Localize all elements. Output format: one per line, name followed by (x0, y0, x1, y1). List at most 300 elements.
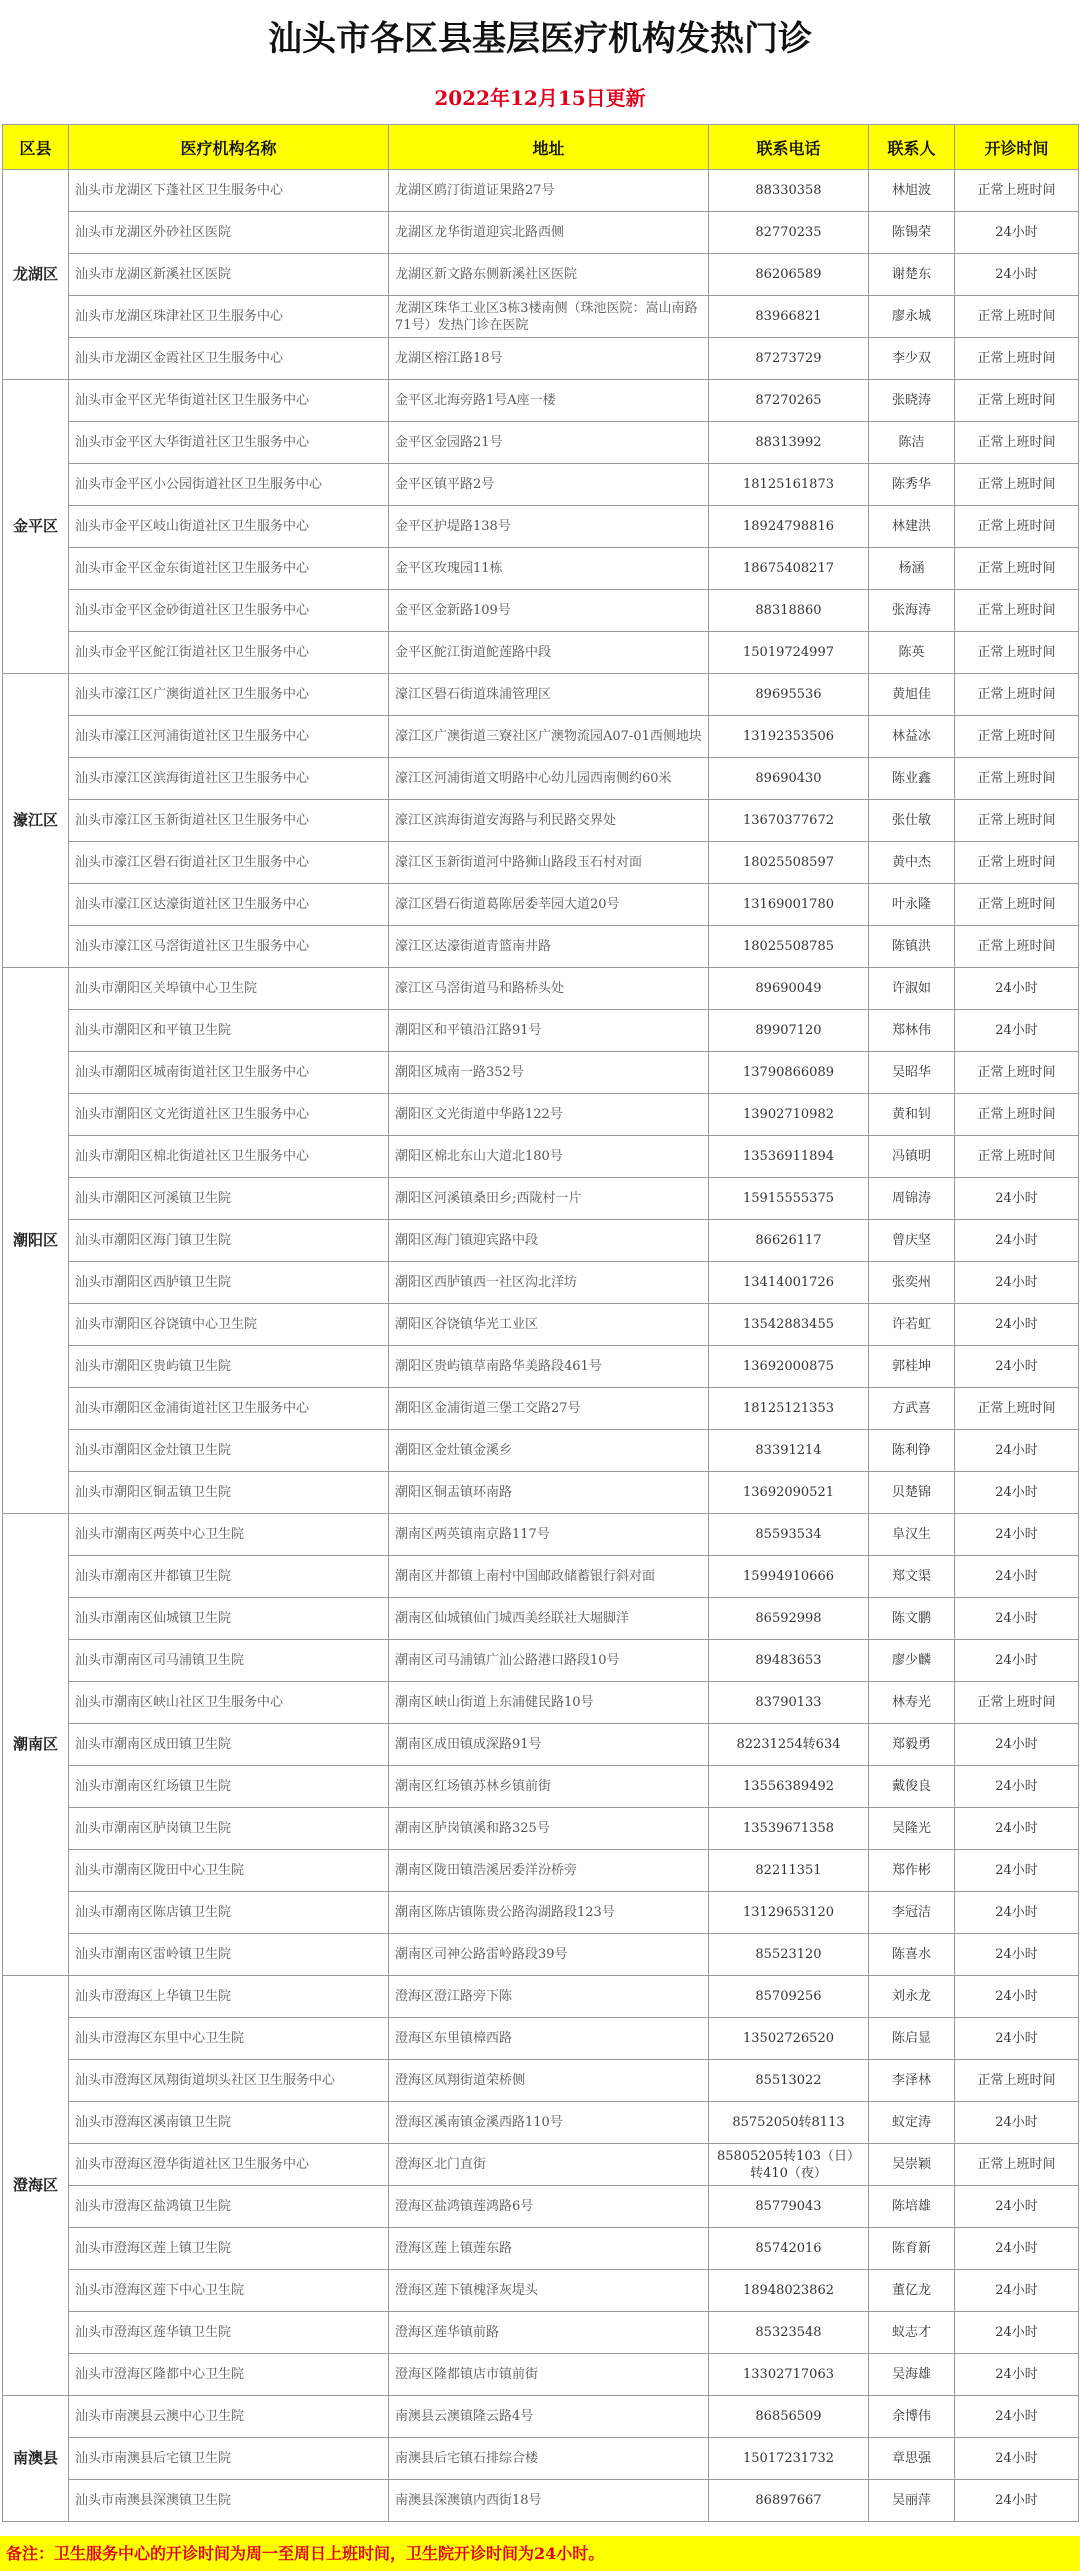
contact-phone: 13302717063 (709, 2354, 869, 2396)
institution-name: 汕头市龙湖区珠津社区卫生服务中心 (69, 296, 389, 338)
table-body (3, 170, 1079, 2522)
opening-hours: 正常上班时间 (955, 548, 1079, 590)
contact-phone: 18924798816 (709, 506, 869, 548)
contact-phone: 18125121353 (709, 1388, 869, 1430)
table-row (3, 674, 1079, 716)
header-contact: 联系人 (869, 125, 955, 170)
contact-person: 吴隆光 (869, 1808, 955, 1850)
contact-person: 郭桂坤 (869, 1346, 955, 1388)
district-cell: 南澳县 (3, 2396, 69, 2522)
contact-person: 林旭波 (869, 170, 955, 212)
table-row (3, 842, 1079, 884)
contact-phone: 85805205转103（日）转410（夜） (709, 2144, 869, 2186)
table-row (3, 2228, 1079, 2270)
table-row (3, 1304, 1079, 1346)
institution-address: 澄海区溪南镇金溪西路110号 (389, 2102, 709, 2144)
table-row (3, 758, 1079, 800)
contact-person: 陈镇洪 (869, 926, 955, 968)
contact-phone: 18675408217 (709, 548, 869, 590)
opening-hours: 正常上班时间 (955, 338, 1079, 380)
contact-phone: 86626117 (709, 1220, 869, 1262)
opening-hours: 24小时 (955, 1934, 1079, 1976)
header-phone: 联系电话 (709, 125, 869, 170)
table-row (3, 1556, 1079, 1598)
clinic-table (2, 124, 1079, 2522)
opening-hours: 24小时 (955, 2018, 1079, 2060)
contact-phone: 85593534 (709, 1514, 869, 1556)
institution-name: 汕头市濠江区广澳街道社区卫生服务中心 (69, 674, 389, 716)
table-row (3, 1472, 1079, 1514)
opening-hours: 正常上班时间 (955, 842, 1079, 884)
contact-person: 吴丽萍 (869, 2480, 955, 2522)
opening-hours: 24小时 (955, 2438, 1079, 2480)
table-row (3, 590, 1079, 632)
contact-person: 张仕敏 (869, 800, 955, 842)
contact-phone: 87270265 (709, 380, 869, 422)
contact-phone: 88330358 (709, 170, 869, 212)
table-row (3, 716, 1079, 758)
institution-name: 汕头市潮南区成田镇卫生院 (69, 1724, 389, 1766)
institution-name: 汕头市濠江区礐石街道社区卫生服务中心 (69, 842, 389, 884)
table-row (3, 338, 1079, 380)
institution-name: 汕头市龙湖区金霞社区卫生服务中心 (69, 338, 389, 380)
table-row (3, 1430, 1079, 1472)
institution-address: 金平区玫瑰园11栋 (389, 548, 709, 590)
opening-hours: 正常上班时间 (955, 800, 1079, 842)
opening-hours: 正常上班时间 (955, 380, 1079, 422)
contact-person: 廖永城 (869, 296, 955, 338)
table-row (3, 884, 1079, 926)
contact-person: 陈启显 (869, 2018, 955, 2060)
institution-name: 汕头市澄海区莲下中心卫生院 (69, 2270, 389, 2312)
opening-hours: 正常上班时间 (955, 296, 1079, 338)
opening-hours: 24小时 (955, 1976, 1079, 2018)
contact-person: 郑作彬 (869, 1850, 955, 1892)
institution-address: 潮阳区谷饶镇华光工业区 (389, 1304, 709, 1346)
institution-address: 濠江区马滘街道马和路桥头处 (389, 968, 709, 1010)
district-cell: 龙湖区 (3, 170, 69, 380)
contact-person: 谢楚东 (869, 254, 955, 296)
contact-person: 董亿龙 (869, 2270, 955, 2312)
opening-hours: 24小时 (955, 2480, 1079, 2522)
institution-address: 龙湖区龙华街道迎宾北路西侧 (389, 212, 709, 254)
contact-person: 余博伟 (869, 2396, 955, 2438)
contact-person: 张海涛 (869, 590, 955, 632)
institution-address: 潮南区司神公路雷岭路段39号 (389, 1934, 709, 1976)
table-row (3, 2102, 1079, 2144)
opening-hours: 正常上班时间 (955, 926, 1079, 968)
institution-name: 汕头市澄海区澄华街道社区卫生服务中心 (69, 2144, 389, 2186)
contact-phone: 86897667 (709, 2480, 869, 2522)
contact-phone: 13539671358 (709, 1808, 869, 1850)
contact-phone: 89690049 (709, 968, 869, 1010)
table-row (3, 2144, 1079, 2186)
institution-address: 潮阳区棉北东山大道北180号 (389, 1136, 709, 1178)
contact-person: 杨涵 (869, 548, 955, 590)
table-row (3, 1850, 1079, 1892)
contact-phone: 13692000875 (709, 1346, 869, 1388)
district-cell: 潮阳区 (3, 968, 69, 1514)
contact-phone: 13902710982 (709, 1094, 869, 1136)
institution-name: 汕头市澄海区溪南镇卫生院 (69, 2102, 389, 2144)
contact-phone: 88318860 (709, 590, 869, 632)
institution-name: 汕头市潮阳区金浦街道社区卫生服务中心 (69, 1388, 389, 1430)
institution-address: 龙湖区榕江路18号 (389, 338, 709, 380)
opening-hours: 24小时 (955, 1010, 1079, 1052)
header-hours: 开诊时间 (955, 125, 1079, 170)
opening-hours: 24小时 (955, 1178, 1079, 1220)
institution-name: 汕头市潮南区雷岭镇卫生院 (69, 1934, 389, 1976)
institution-name: 汕头市潮南区峡山社区卫生服务中心 (69, 1682, 389, 1724)
institution-address: 濠江区玉新街道河中路狮山路段玉石村对面 (389, 842, 709, 884)
institution-name: 汕头市金平区金砂街道社区卫生服务中心 (69, 590, 389, 632)
contact-person: 吴崇颖 (869, 2144, 955, 2186)
table-row (3, 506, 1079, 548)
opening-hours: 正常上班时间 (955, 2144, 1079, 2186)
contact-phone: 13692090521 (709, 1472, 869, 1514)
institution-address: 濠江区广澳街道三寮社区广澳物流园A07-01西侧地块 (389, 716, 709, 758)
contact-phone: 85752050转8113 (709, 2102, 869, 2144)
opening-hours: 24小时 (955, 1304, 1079, 1346)
contact-phone: 13414001726 (709, 1262, 869, 1304)
institution-name: 汕头市金平区小公园街道社区卫生服务中心 (69, 464, 389, 506)
institution-address: 潮南区井都镇上南村中国邮政储蓄银行斜对面 (389, 1556, 709, 1598)
institution-name: 汕头市澄海区东里中心卫生院 (69, 2018, 389, 2060)
table-row (3, 1136, 1079, 1178)
contact-person: 曾庆坚 (869, 1220, 955, 1262)
table-row (3, 1724, 1079, 1766)
institution-name: 汕头市潮阳区关埠镇中心卫生院 (69, 968, 389, 1010)
opening-hours: 24小时 (955, 1220, 1079, 1262)
contact-phone: 13536911894 (709, 1136, 869, 1178)
contact-phone: 13670377672 (709, 800, 869, 842)
contact-person: 陈秀华 (869, 464, 955, 506)
institution-address: 南澳县云澳镇隆云路4号 (389, 2396, 709, 2438)
institution-name: 汕头市潮南区井都镇卫生院 (69, 1556, 389, 1598)
opening-hours: 正常上班时间 (955, 464, 1079, 506)
contact-phone: 82211351 (709, 1850, 869, 1892)
institution-address: 澄海区凤翔街道荣桥侧 (389, 2060, 709, 2102)
institution-address: 澄海区隆都镇店市镇前街 (389, 2354, 709, 2396)
institution-address: 潮南区陈店镇陈贵公路沟湖路段123号 (389, 1892, 709, 1934)
contact-person: 陈英 (869, 632, 955, 674)
institution-name: 汕头市潮南区陈店镇卫生院 (69, 1892, 389, 1934)
opening-hours: 正常上班时间 (955, 422, 1079, 464)
table-row (3, 2438, 1079, 2480)
opening-hours: 24小时 (955, 2228, 1079, 2270)
contact-phone: 85323548 (709, 2312, 869, 2354)
contact-phone: 15019724997 (709, 632, 869, 674)
institution-name: 汕头市澄海区上华镇卫生院 (69, 1976, 389, 2018)
institution-name: 汕头市龙湖区新溪社区医院 (69, 254, 389, 296)
opening-hours: 正常上班时间 (955, 674, 1079, 716)
table-row (3, 1766, 1079, 1808)
contact-person: 阜汉生 (869, 1514, 955, 1556)
institution-name: 汕头市潮阳区西胪镇卫生院 (69, 1262, 389, 1304)
contact-phone: 15915555375 (709, 1178, 869, 1220)
contact-phone: 13192353506 (709, 716, 869, 758)
table-row (3, 2396, 1079, 2438)
institution-name: 汕头市澄海区莲华镇卫生院 (69, 2312, 389, 2354)
table-row (3, 1388, 1079, 1430)
institution-address: 潮阳区和平镇沿江路91号 (389, 1010, 709, 1052)
table-row (3, 1808, 1079, 1850)
institution-name: 汕头市潮南区仙城镇卫生院 (69, 1598, 389, 1640)
contact-person: 陈业鑫 (869, 758, 955, 800)
institution-name: 汕头市潮阳区铜盂镇卫生院 (69, 1472, 389, 1514)
institution-name: 汕头市澄海区隆都中心卫生院 (69, 2354, 389, 2396)
institution-address: 潮南区胪岗镇溪和路325号 (389, 1808, 709, 1850)
opening-hours: 24小时 (955, 2186, 1079, 2228)
contact-person: 陈洁 (869, 422, 955, 464)
district-cell: 金平区 (3, 380, 69, 674)
contact-person: 郑文渠 (869, 1556, 955, 1598)
table-row (3, 2312, 1079, 2354)
opening-hours: 24小时 (955, 1724, 1079, 1766)
institution-address: 龙湖区珠华工业区3栋3楼南侧（珠池医院：嵩山南路71号）发热门诊在医院 (389, 296, 709, 338)
institution-name: 汕头市潮阳区文光街道社区卫生服务中心 (69, 1094, 389, 1136)
table-row (3, 2354, 1079, 2396)
opening-hours: 正常上班时间 (955, 758, 1079, 800)
table-row (3, 632, 1079, 674)
opening-hours: 正常上班时间 (955, 1682, 1079, 1724)
institution-address: 濠江区礐石街道葛陈居委莘园大道20号 (389, 884, 709, 926)
institution-name: 汕头市潮阳区河溪镇卫生院 (69, 1178, 389, 1220)
institution-name: 汕头市潮阳区城南街道社区卫生服务中心 (69, 1052, 389, 1094)
table-row (3, 1514, 1079, 1556)
contact-person: 黄中杰 (869, 842, 955, 884)
institution-name: 汕头市潮南区两英中心卫生院 (69, 1514, 389, 1556)
table-row (3, 2060, 1079, 2102)
institution-name: 汕头市潮南区司马浦镇卫生院 (69, 1640, 389, 1682)
table-row (3, 2186, 1079, 2228)
contact-phone: 87273729 (709, 338, 869, 380)
institution-address: 澄海区东里镇樟西路 (389, 2018, 709, 2060)
contact-person: 张奕州 (869, 1262, 955, 1304)
contact-phone: 85742016 (709, 2228, 869, 2270)
institution-address: 潮南区仙城镇仙门城西美经联社大堀脚洋 (389, 1598, 709, 1640)
header-institution: 医疗机构名称 (69, 125, 389, 170)
institution-address: 濠江区达濠街道青篮南井路 (389, 926, 709, 968)
contact-phone: 86592998 (709, 1598, 869, 1640)
contact-person: 冯镇明 (869, 1136, 955, 1178)
table-row (3, 1010, 1079, 1052)
institution-name: 汕头市潮南区红场镇卫生院 (69, 1766, 389, 1808)
institution-name: 汕头市濠江区马滘街道社区卫生服务中心 (69, 926, 389, 968)
opening-hours: 24小时 (955, 1430, 1079, 1472)
institution-address: 潮阳区城南一路352号 (389, 1052, 709, 1094)
institution-name: 汕头市南澳县云澳中心卫生院 (69, 2396, 389, 2438)
institution-address: 濠江区滨海街道安海路与利民路交界处 (389, 800, 709, 842)
contact-person: 戴俊良 (869, 1766, 955, 1808)
footnote (0, 2536, 1080, 2571)
table-row (3, 422, 1079, 464)
institution-address: 南澳县后宅镇石排综合楼 (389, 2438, 709, 2480)
institution-name: 汕头市潮阳区棉北街道社区卫生服务中心 (69, 1136, 389, 1178)
institution-address: 潮阳区铜盂镇环南路 (389, 1472, 709, 1514)
institution-name: 汕头市潮阳区海门镇卫生院 (69, 1220, 389, 1262)
contact-person: 黄旭佳 (869, 674, 955, 716)
contact-person: 贝楚锦 (869, 1472, 955, 1514)
opening-hours: 24小时 (955, 2354, 1079, 2396)
contact-phone: 82770235 (709, 212, 869, 254)
institution-address: 南澳县深澳镇内西街18号 (389, 2480, 709, 2522)
opening-hours: 24小时 (955, 1262, 1079, 1304)
institution-name: 汕头市濠江区玉新街道社区卫生服务中心 (69, 800, 389, 842)
opening-hours: 24小时 (955, 1472, 1079, 1514)
contact-phone: 85523120 (709, 1934, 869, 1976)
contact-phone: 15017231732 (709, 2438, 869, 2480)
table-row (3, 1934, 1079, 1976)
contact-person: 陈锡荣 (869, 212, 955, 254)
opening-hours: 24小时 (955, 968, 1079, 1010)
institution-address: 澄海区盐鸿镇莲鸿路6号 (389, 2186, 709, 2228)
opening-hours: 正常上班时间 (955, 632, 1079, 674)
table-row (3, 1262, 1079, 1304)
opening-hours: 正常上班时间 (955, 170, 1079, 212)
opening-hours: 24小时 (955, 212, 1079, 254)
institution-name: 汕头市金平区岐山街道社区卫生服务中心 (69, 506, 389, 548)
contact-person: 郑林伟 (869, 1010, 955, 1052)
table-row (3, 2270, 1079, 2312)
opening-hours: 正常上班时间 (955, 506, 1079, 548)
contact-person: 蚁志才 (869, 2312, 955, 2354)
table-row (3, 1976, 1079, 2018)
opening-hours: 24小时 (955, 254, 1079, 296)
contact-phone: 89907120 (709, 1010, 869, 1052)
table-row (3, 1220, 1079, 1262)
contact-phone: 18948023862 (709, 2270, 869, 2312)
institution-name: 汕头市金平区鮀江街道社区卫生服务中心 (69, 632, 389, 674)
opening-hours: 24小时 (955, 1808, 1079, 1850)
institution-address: 金平区北海旁路1号A座一楼 (389, 380, 709, 422)
contact-phone: 18025508597 (709, 842, 869, 884)
contact-person: 陈培雄 (869, 2186, 955, 2228)
opening-hours: 正常上班时间 (955, 884, 1079, 926)
contact-phone: 83790133 (709, 1682, 869, 1724)
contact-phone: 89483653 (709, 1640, 869, 1682)
table-row (3, 212, 1079, 254)
table-row (3, 548, 1079, 590)
contact-person: 许淑如 (869, 968, 955, 1010)
table-row (3, 296, 1079, 338)
opening-hours: 正常上班时间 (955, 1094, 1079, 1136)
table-row (3, 2480, 1079, 2522)
institution-address: 澄海区莲上镇莲东路 (389, 2228, 709, 2270)
institution-address: 潮阳区西胪镇西一社区沟北洋坊 (389, 1262, 709, 1304)
contact-person: 章思强 (869, 2438, 955, 2480)
table-row (3, 1052, 1079, 1094)
contact-person: 郑毅勇 (869, 1724, 955, 1766)
opening-hours: 正常上班时间 (955, 590, 1079, 632)
institution-address: 澄海区莲下镇槐泽灰堤头 (389, 2270, 709, 2312)
contact-phone: 89695536 (709, 674, 869, 716)
district-cell: 濠江区 (3, 674, 69, 968)
institution-name: 汕头市潮阳区谷饶镇中心卫生院 (69, 1304, 389, 1346)
institution-address: 澄海区莲华镇前路 (389, 2312, 709, 2354)
contact-person: 刘永龙 (869, 1976, 955, 2018)
table-row (3, 800, 1079, 842)
contact-person: 叶永隆 (869, 884, 955, 926)
contact-phone: 13502726520 (709, 2018, 869, 2060)
institution-address: 潮南区陇田镇浩溪居委洋汾桥旁 (389, 1850, 709, 1892)
contact-person: 李冠洁 (869, 1892, 955, 1934)
contact-phone: 85513022 (709, 2060, 869, 2102)
institution-address: 龙湖区鸥汀街道证果路27号 (389, 170, 709, 212)
update-date: 2022年12月15日更新 (434, 86, 646, 110)
institution-address: 潮阳区贵屿镇草南路华美路段461号 (389, 1346, 709, 1388)
institution-address: 澄海区北门直街 (389, 2144, 709, 2186)
contact-person: 林建洪 (869, 506, 955, 548)
table-row (3, 1178, 1079, 1220)
institution-name: 汕头市潮阳区贵屿镇卫生院 (69, 1346, 389, 1388)
opening-hours: 24小时 (955, 2102, 1079, 2144)
institution-address: 濠江区河浦街道文明路中心幼儿园西南侧约60米 (389, 758, 709, 800)
institution-address: 金平区金园路21号 (389, 422, 709, 464)
contact-phone: 89690430 (709, 758, 869, 800)
institution-name: 汕头市金平区大华街道社区卫生服务中心 (69, 422, 389, 464)
contact-phone: 13542883455 (709, 1304, 869, 1346)
table-row (3, 926, 1079, 968)
table-row (3, 1682, 1079, 1724)
opening-hours: 24小时 (955, 2270, 1079, 2312)
table-row (3, 380, 1079, 422)
table-row (3, 1598, 1079, 1640)
institution-address: 潮南区红场镇苏林乡镇前街 (389, 1766, 709, 1808)
opening-hours: 24小时 (955, 2312, 1079, 2354)
institution-address: 金平区鮀江街道鮀莲路中段 (389, 632, 709, 674)
institution-name: 汕头市潮阳区和平镇卫生院 (69, 1010, 389, 1052)
opening-hours: 24小时 (955, 2396, 1079, 2438)
opening-hours: 24小时 (955, 1514, 1079, 1556)
contact-person: 陈利铮 (869, 1430, 955, 1472)
institution-address: 潮阳区海门镇迎宾路中段 (389, 1220, 709, 1262)
footnote-text: 卫生服务中心的开诊时间为周一至周日上班时间，卫生院开诊时间为24小时。 (54, 2544, 605, 2563)
institution-name: 汕头市澄海区盐鸿镇卫生院 (69, 2186, 389, 2228)
contact-person: 周锦涛 (869, 1178, 955, 1220)
contact-phone: 18125161873 (709, 464, 869, 506)
institution-address: 金平区护堤路138号 (389, 506, 709, 548)
header-address: 地址 (389, 125, 709, 170)
institution-name: 汕头市澄海区莲上镇卫生院 (69, 2228, 389, 2270)
table-row (3, 1346, 1079, 1388)
table-row (3, 464, 1079, 506)
district-cell: 潮南区 (3, 1514, 69, 1976)
contact-phone: 85779043 (709, 2186, 869, 2228)
institution-name: 汕头市濠江区河浦街道社区卫生服务中心 (69, 716, 389, 758)
opening-hours: 正常上班时间 (955, 716, 1079, 758)
institution-address: 濠江区礐石街道珠浦管理区 (389, 674, 709, 716)
institution-name: 汕头市濠江区滨海街道社区卫生服务中心 (69, 758, 389, 800)
opening-hours: 24小时 (955, 1766, 1079, 1808)
contact-phone: 86206589 (709, 254, 869, 296)
contact-person: 吴海雄 (869, 2354, 955, 2396)
institution-address: 潮阳区河溪镇桑田乡;西陇村一片 (389, 1178, 709, 1220)
institution-name: 汕头市金平区金东街道社区卫生服务中心 (69, 548, 389, 590)
contact-person: 陈文鹏 (869, 1598, 955, 1640)
institution-name: 汕头市濠江区达濠街道社区卫生服务中心 (69, 884, 389, 926)
opening-hours: 24小时 (955, 1850, 1079, 1892)
contact-person: 林益冰 (869, 716, 955, 758)
institution-name: 汕头市龙湖区外砂社区医院 (69, 212, 389, 254)
contact-phone: 18025508785 (709, 926, 869, 968)
contact-person: 蚁定涛 (869, 2102, 955, 2144)
table-row (3, 1094, 1079, 1136)
opening-hours: 24小时 (955, 1556, 1079, 1598)
institution-address: 潮阳区金浦街道三堡工交路27号 (389, 1388, 709, 1430)
institution-address: 金平区镇平路2号 (389, 464, 709, 506)
institution-name: 汕头市龙湖区下蓬社区卫生服务中心 (69, 170, 389, 212)
